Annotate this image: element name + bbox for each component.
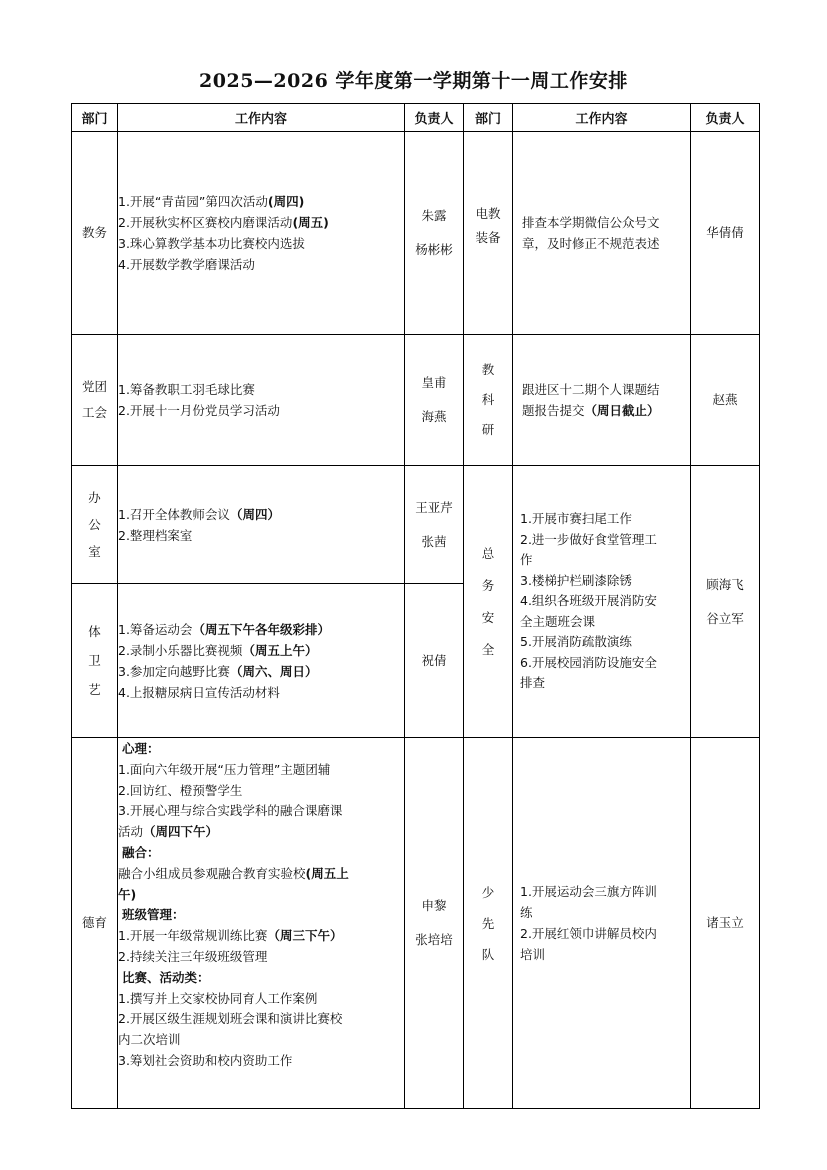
person-jiaowu: 朱露 杨彬彬	[405, 132, 464, 335]
person-zongwu: 顾海飞 谷立军	[691, 466, 760, 738]
person-tiweiyi: 祝倩	[405, 584, 464, 738]
dept-jiaowu: 教务	[72, 132, 118, 335]
table-row	[72, 335, 760, 466]
dept-jiaokeyan: 教 科 研	[464, 335, 513, 466]
header-row	[72, 104, 760, 132]
content-deyu: 心理： 1.面向六年级开展“压力管理”主题团辅 2.回访红、橙预警学生 3.开展心理与综合实践学科的融合课磨课 活动（周四下午） 融合： 融合小组成员参观融合教育实验校(周五上 午) 班级管理： 1.开展一年级常规训练比赛（周三下午） 2.持续关注三年级班级管理 比赛、活动类： 1.撰写并上交家校协同育人工作案例 2.开展区级生涯规划班会课和演讲比赛校 内二次培训 3.筹划社会资助和校内资助工作	[118, 738, 405, 1109]
table-row	[72, 132, 760, 335]
content-dianjiao: 排查本学期微信公众号文 章，及时修正不规范表述	[513, 132, 691, 335]
schedule-table	[71, 103, 760, 1109]
header-person: 负责人	[405, 104, 464, 132]
dept-deyu: 德育	[72, 738, 118, 1109]
content-zongwu: 1.开展市赛扫尾工作 2.进一步做好食堂管理工 作 3.楼梯护栏刷漆除锈 4.组织各班级开展消防安 全主题班会课 5.开展消防疏散演练 6.开展校园消防设施安全 排查	[513, 466, 691, 738]
person-shaoxiandui: 诸玉立	[691, 738, 760, 1109]
content-jiaowu: 1.开展“青苗园”第四次活动(周四) 2.开展秋实杯区赛校内磨课活动(周五) 3.珠心算教学基本功比赛校内选拔 4.开展数学教学磨课活动	[118, 132, 405, 335]
header-dept-2: 部门	[464, 104, 513, 132]
dept-zongwu: 总 务 安 全	[464, 466, 513, 738]
header-person-2: 负责人	[691, 104, 760, 132]
header-dept: 部门	[72, 104, 118, 132]
person-deyu: 申黎 张培培	[405, 738, 464, 1109]
table-row	[72, 466, 760, 584]
dept-dangtuan: 党团 工会	[72, 335, 118, 466]
header-content-2: 工作内容	[513, 104, 691, 132]
table-row	[72, 738, 760, 1109]
dept-tiweiyi: 体 卫 艺	[72, 584, 118, 738]
person-jiaokeyan: 赵燕	[691, 335, 760, 466]
content-shaoxiandui: 1.开展运动会三旗方阵训 练 2.开展红领巾讲解员校内 培训	[513, 738, 691, 1109]
dept-shaoxiandui: 少 先 队	[464, 738, 513, 1109]
page-title: 2025—2026 学年度第一学期第十一周工作安排	[199, 70, 628, 92]
header-content: 工作内容	[118, 104, 405, 132]
dept-bangongshi: 办 公 室	[72, 466, 118, 584]
content-tiweiyi: 1.筹备运动会（周五下午各年级彩排） 2.录制小乐器比赛视频（周五上午） 3.参加定向越野比赛（周六、周日） 4.上报糖尿病日宣传活动材料	[118, 584, 405, 738]
dept-dianjiao: 电教 装备	[464, 132, 513, 335]
content-bangongshi: 1.召开全体教师会议（周四） 2.整理档案室	[118, 466, 405, 584]
content-dangtuan: 1.筹备教职工羽毛球比赛 2.开展十一月份党员学习活动	[118, 335, 405, 466]
person-dangtuan: 皇甫 海燕	[405, 335, 464, 466]
content-jiaokeyan: 跟进区十二期个人课题结 题报告提交（周日截止）	[513, 335, 691, 466]
person-dianjiao: 华倩倩	[691, 132, 760, 335]
person-bangongshi: 王亚芹 张茜	[405, 466, 464, 584]
